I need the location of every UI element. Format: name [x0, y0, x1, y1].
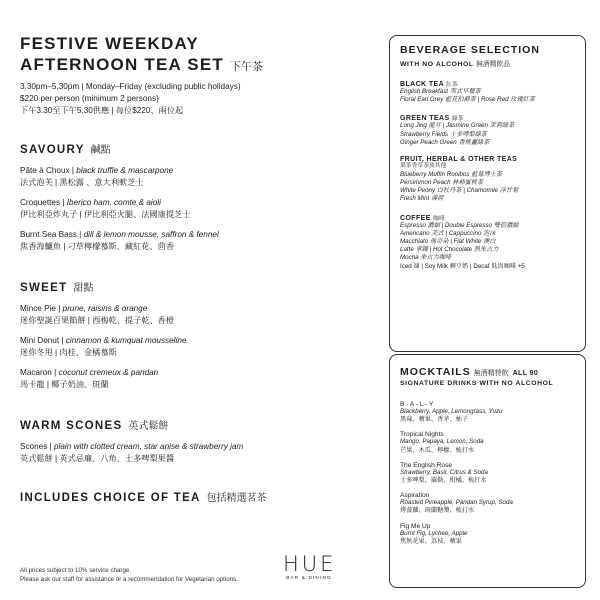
mocktails-title: MOCKTAILS 無酒精特飲 ALL 90	[400, 366, 539, 378]
mocktail-desc: Blackberry, Apple, Lemongrass, Yuzu	[400, 408, 503, 415]
herbal-tea-heading-zh: 果茶香草茶及其他	[400, 163, 447, 170]
list-item: Espresso 濃縮 | Double Espresso 雙倍濃縮	[400, 221, 519, 229]
list-item: Americano 美式 | Cappuccino 泡沫	[400, 229, 496, 237]
herbal-tea-heading: FRUIT, HERBAL & OTHER TEAS	[400, 156, 518, 164]
beverage-title: BEVERAGE SELECTION	[400, 44, 540, 56]
beverage-selection-panel	[389, 35, 586, 352]
footer-note: All prices subject to 10% service charge. Please ask our staff for assistance or a recommendation for Vegetarian options.	[20, 567, 238, 583]
menu-title-line1: FESTIVE WEEKDAY	[20, 34, 199, 53]
coffee-options: Iced 凍 | Soy Milk 轉豆奶 | Decaf 低因咖啡 +5	[400, 262, 525, 270]
list-item: Ginger Peach Green 香桃薑綠茶	[400, 138, 490, 146]
mocktail-name: B - A - L - Y	[400, 401, 434, 408]
beverage-subtitle: WITH NO ALCOHOL 無酒精飲品	[400, 61, 511, 68]
menu-item: Burnt Sea Bass | dill & lemon mousse, saffron & fennel 焦香海鱸魚 | 刁草檸檬慕斯、藏紅花、茴香	[20, 230, 219, 251]
list-item: Fresh Mint 薄荷	[400, 195, 444, 203]
hours-zh: 下午3.30至下午5.30供應 | 每位$220、兩位起	[20, 106, 184, 115]
mocktails-price: ALL 90	[512, 370, 539, 377]
list-item: Macchiato 瑪奇朵 | Flat White 澳白	[400, 238, 496, 246]
list-item: White Peony 白牡丹茶 | Chamomile 洋甘菊	[400, 187, 519, 195]
menu-item: Scones | plain with clotted cream, star anise & strawberry jam 英式鬆餅 | 英式忌廉、八角、士多啤梨果醬	[20, 442, 244, 463]
menu-item: Mince Pie | prune, raisins & orange 迷你聖誕百果餡餅 | 西梅乾、提子乾、香橙	[20, 304, 175, 325]
coffee-heading: COFFEE 咖啡	[400, 214, 445, 222]
menu-item: Mini Donut | cinnamon & kumquat mousseline 迷你冬甩 | 肉桂、金橘慕斯	[20, 336, 187, 357]
menu-title-line2: AFTERNOON TEA SET	[20, 55, 224, 74]
menu-title-zh: 下午茶	[229, 61, 263, 73]
mocktail-name: The English Rose	[400, 461, 453, 469]
tea-heading: INCLUDES CHOICE OF TEA 包括精選茗茶	[20, 492, 267, 504]
list-item: Persimmon Peach 林柿蜜桃茶	[400, 179, 484, 187]
list-item: Blueberry Muffin Rooibos 藍莓博士茶	[400, 170, 503, 178]
list-item: Floral Earl Grey 藍花伯爵茶 | Rose Red 玫瑰紅茶	[400, 96, 536, 104]
mocktail-zh: 黑莓、蘋果、香茅、柚子	[400, 416, 469, 424]
list-item: English Breakfast 英式早餐茶	[400, 88, 481, 95]
savoury-heading: SAVOURY 鹹點	[20, 144, 111, 156]
hours-price: $220 per person (minimum 2 persons)	[20, 94, 159, 103]
list-item: Strawberry Fields 士多啤梨綠茶	[400, 130, 487, 138]
afternoon-tea-menu	[20, 33, 365, 504]
black-tea-heading: BLACK TEA 紅茶	[400, 81, 458, 88]
mocktails-panel	[389, 354, 586, 588]
mocktail-desc: Burnt Fig, Lychee, Apple	[400, 529, 468, 537]
mocktail-desc: Mango, Papaya, Lemon, Soda	[400, 438, 484, 446]
mocktail-zh: 芒果、木瓜、檸檬、梳打水	[400, 446, 475, 454]
list-item: Long Jing 龍井 | Jasmine Green 茉莉綠茶	[400, 122, 515, 130]
list-item: Latte 拿鐵 | Hot Chocolate 熱朱古力	[400, 246, 499, 254]
mocktail-name: Fig Me Up	[400, 522, 431, 530]
mocktail-name: Tropical Nights	[400, 431, 444, 439]
mocktail-zh: 烤菠蘿、斑蘭糖漿、梳打水	[400, 507, 475, 515]
mocktail-desc: Strawberry, Basil, Citrus & Soda	[400, 468, 488, 476]
menu-title	[20, 33, 365, 78]
logo-subtitle: BAR & DINING	[286, 575, 332, 580]
mocktail-desc: Roasted Pineapple, Pandan Syrup, Soda	[400, 499, 513, 507]
logo-mark: HUE	[283, 552, 337, 576]
service-hours	[20, 81, 365, 117]
list-item: Mocha 朱古力咖啡	[400, 254, 452, 262]
mocktail-zh: 焦無花果、荔枝、蘋果	[400, 537, 462, 545]
menu-item: Pâte à Choux | black truffle & mascarpone 法式泡芙 | 黑松露 、意大利軟芝士	[20, 166, 174, 187]
green-tea-heading: GREEN TEAS 綠茶	[400, 115, 464, 123]
sweet-heading: SWEET 甜點	[20, 282, 94, 294]
scones-heading: WARM SCONES 英式鬆餅	[20, 420, 169, 432]
hours-time: 3.30pm–5.30pm | Monday–Friday (excluding public holidays)	[20, 82, 241, 91]
mocktails-subtitle: SIGNATURE DRINKS WITH NO ALCOHOL	[400, 380, 554, 387]
menu-item: Macaron | coconut cremeux & pandan 馬卡龍 | 椰子奶油、斑蘭	[20, 368, 159, 389]
hue-logo	[283, 553, 335, 580]
mocktail-name: Aspiration	[400, 492, 430, 500]
menu-item: Croquettes | Iberico ham, comte & aioli 伊比利亞炸丸子 | 伊比利亞火腿、法國康提芝士	[20, 198, 191, 219]
mocktail-zh: 士多啤梨、羅勒、柑橘、梳打水	[400, 477, 487, 485]
